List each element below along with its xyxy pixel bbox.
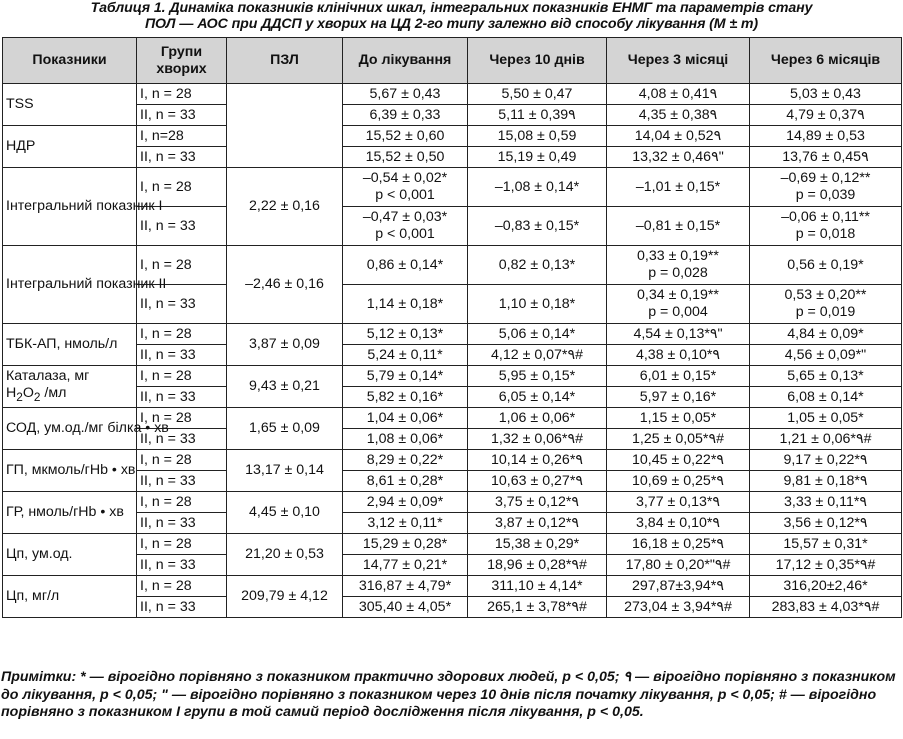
value-cell: 14,77 ± 0,21*	[343, 555, 468, 576]
value-cell: 15,19 ± 0,49	[468, 147, 607, 168]
value-cell	[750, 168, 902, 207]
notes-label: Примітки:	[1, 669, 77, 685]
value-cell: 3,87 ± 0,12*٩	[468, 513, 607, 534]
value-cell: 10,63 ± 0,27*٩	[468, 471, 607, 492]
group-cell: II, n = 33	[137, 513, 227, 534]
indicator-text: Каталаза, мг	[6, 367, 90, 384]
value-cell: 3,56 ± 0,12*٩	[750, 513, 902, 534]
group-cell: I, n = 28	[137, 450, 227, 471]
formula-unit: /мл	[40, 384, 67, 401]
group-cell: II, n = 33	[137, 471, 227, 492]
value-cell: 305,40 ± 4,05*	[343, 597, 468, 618]
value-cell: 15,52 ± 0,60	[343, 126, 468, 147]
value-cell: 311,10 ± 4,14*	[468, 576, 607, 597]
table-row	[3, 126, 902, 147]
group-cell: I, n = 28	[137, 84, 227, 105]
pzl-cell: 21,20 ± 0,53	[227, 534, 343, 576]
value-cell: 8,29 ± 0,22*	[343, 450, 468, 471]
table-notes	[1, 669, 901, 722]
pzl-cell: 1,65 ± 0,09	[227, 408, 343, 450]
value-cell: 5,50 ± 0,47	[468, 84, 607, 105]
value-cell: 1,10 ± 0,18*	[468, 285, 607, 324]
value-cell: 5,97 ± 0,16*	[607, 387, 750, 408]
value-cell: 4,79 ± 0,37٩	[750, 105, 902, 126]
p-value-text: p = 0,004	[648, 304, 708, 320]
value-cell: 1,06 ± 0,06*	[468, 408, 607, 429]
value-cell: 6,05 ± 0,14*	[468, 387, 607, 408]
value-cell: 316,20±2,46*	[750, 576, 902, 597]
value-cell: –0,81 ± 0,15*	[607, 207, 750, 246]
formula-sub-1: 2	[16, 389, 23, 404]
value-cell: 8,61 ± 0,28*	[343, 471, 468, 492]
value-cell: 13,76 ± 0,45٩	[750, 147, 902, 168]
value-cell: 3,12 ± 0,11*	[343, 513, 468, 534]
table-row	[3, 345, 902, 366]
group-cell: I, n = 28	[137, 366, 227, 387]
header-indicator: Показники	[3, 38, 137, 84]
group-cell: II, n = 33	[137, 597, 227, 618]
value-cell	[343, 207, 468, 246]
value-cell	[343, 168, 468, 207]
table-row	[3, 492, 902, 513]
indicator-cell: Інтегральний показник I	[3, 168, 137, 246]
pzl-cell: 3,87 ± 0,09	[227, 324, 343, 366]
table-row	[3, 366, 902, 387]
p-value-text: p = 0,028	[648, 265, 708, 281]
value-cell: 15,38 ± 0,29*	[468, 534, 607, 555]
value-cell: 15,08 ± 0,59	[468, 126, 607, 147]
value-cell	[607, 246, 750, 285]
group-cell: I, n = 28	[137, 576, 227, 597]
pzl-cell: 2,22 ± 0,16	[227, 168, 343, 246]
value-cell: 3,33 ± 0,11*٩	[750, 492, 902, 513]
group-cell: II, n = 33	[137, 387, 227, 408]
formula-o: O	[22, 384, 34, 401]
group-cell: I, n = 28	[137, 324, 227, 345]
value-cell: 0,82 ± 0,13*	[468, 246, 607, 285]
group-cell: II, n = 33	[137, 207, 227, 246]
value-cell: 2,94 ± 0,09*	[343, 492, 468, 513]
value-cell: 10,45 ± 0,22*٩	[607, 450, 750, 471]
indicator-cell: TSS	[3, 84, 137, 126]
value-text: 0,33 ± 0,19**	[637, 248, 719, 264]
table-row	[3, 105, 902, 126]
group-cell: I, n = 28	[137, 246, 227, 285]
value-text: –0,06 ± 0,11**	[781, 209, 870, 225]
value-cell: 1,21 ± 0,06*٩#	[750, 429, 902, 450]
header-10-days: Через 10 днів	[468, 38, 607, 84]
group-cell: I, n = 28	[137, 534, 227, 555]
caption-line-2: ПОЛ — АОС при ДДСП у хворих на ЦД 2-го типу залежно від способу лікування (M ± m)	[144, 16, 759, 32]
p-value-text: p = 0,018	[795, 226, 856, 242]
value-cell: 18,96 ± 0,28*٩#	[468, 555, 607, 576]
value-cell	[607, 285, 750, 324]
group-cell: II, n = 33	[137, 105, 227, 126]
value-cell: 3,75 ± 0,12*٩	[468, 492, 607, 513]
group-cell: I, n=28	[137, 126, 227, 147]
value-cell	[750, 207, 902, 246]
indicator-formula	[6, 384, 67, 404]
value-cell: 5,06 ± 0,14*	[468, 324, 607, 345]
value-cell: 5,12 ± 0,13*	[343, 324, 468, 345]
table-row	[3, 597, 902, 618]
table-header-row	[3, 38, 902, 84]
value-cell: 6,08 ± 0,14*	[750, 387, 902, 408]
value-cell: 17,80 ± 0,20*"٩#	[607, 555, 750, 576]
p-value-text: p = 0,019	[795, 304, 856, 320]
header-before: До лікування	[343, 38, 468, 84]
table-row	[3, 534, 902, 555]
value-cell: 5,67 ± 0,43	[343, 84, 468, 105]
formula-sub-2: 2	[33, 389, 41, 404]
pzl-cell-empty	[227, 84, 343, 168]
value-cell: 3,84 ± 0,10*٩	[607, 513, 750, 534]
value-cell	[750, 285, 902, 324]
group-cell: II, n = 33	[137, 429, 227, 450]
header-3-months: Через 3 місяці	[607, 38, 750, 84]
group-cell: II, n = 33	[137, 555, 227, 576]
value-cell: 4,12 ± 0,07*٩#	[468, 345, 607, 366]
value-text: –0,69 ± 0,12**	[780, 170, 871, 186]
indicator-cell: Цп, ум.од.	[3, 534, 137, 576]
value-cell: 283,83 ± 4,03*٩#	[750, 597, 902, 618]
value-cell: 5,95 ± 0,15*	[468, 366, 607, 387]
table-row	[3, 513, 902, 534]
value-cell: 297,87±3,94*٩	[607, 576, 750, 597]
group-cell: I, n = 28	[137, 408, 227, 429]
header-pzl: ПЗЛ	[227, 38, 343, 84]
value-cell: 4,38 ± 0,10*٩	[607, 345, 750, 366]
value-cell: 5,11 ± 0,39٩	[468, 105, 607, 126]
value-cell: 4,56 ± 0,09*"	[750, 345, 902, 366]
value-text: –0,47 ± 0,03*	[362, 209, 448, 225]
value-cell: 273,04 ± 3,94*٩#	[607, 597, 750, 618]
table-row	[3, 408, 902, 429]
value-cell: 5,24 ± 0,11*	[343, 345, 468, 366]
pzl-cell: 4,45 ± 0,10	[227, 492, 343, 534]
indicator-cell: Цп, мг/л	[3, 576, 137, 618]
pzl-cell: 209,79 ± 4,12	[227, 576, 343, 618]
p-value-text: p < 0,001	[375, 187, 435, 203]
value-cell: –1,08 ± 0,14*	[468, 168, 607, 207]
table-row	[3, 324, 902, 345]
value-text: 0,53 ± 0,20**	[784, 287, 867, 303]
indicator-cell: СОД, ум.од./мг білка • хв	[3, 408, 137, 450]
value-cell: 13,32 ± 0,46٩"	[607, 147, 750, 168]
pzl-cell: –2,46 ± 0,16	[227, 246, 343, 324]
notes-text: * — вірогідно порівняно з показником практично здорових людей, p < 0,05; ٩ — вірогідно порівняно з показником до лікування, p < 0,05; " — вірогідно порівняно з показником через 10 днів після початку лікування, p < 0,05; # — вірогідно порівняно з показником I групи в той самий період дослідження після лікування, p < 0,05.	[1, 669, 896, 720]
header-6-months: Через 6 місяців	[750, 38, 902, 84]
indicator-cell: ТБК-АП, нмоль/л	[3, 324, 137, 366]
table-row	[3, 555, 902, 576]
group-cell: II, n = 33	[137, 147, 227, 168]
value-cell: 1,25 ± 0,05*٩#	[607, 429, 750, 450]
value-cell: 5,65 ± 0,13*	[750, 366, 902, 387]
value-cell: 265,1 ± 3,78*٩#	[468, 597, 607, 618]
value-cell: 5,82 ± 0,16*	[343, 387, 468, 408]
value-cell: 6,01 ± 0,15*	[607, 366, 750, 387]
value-cell: 1,05 ± 0,05*	[750, 408, 902, 429]
value-cell: 4,54 ± 0,13*٩"	[607, 324, 750, 345]
table-row	[3, 168, 902, 207]
table-row	[3, 450, 902, 471]
value-cell: 9,81 ± 0,18*٩	[750, 471, 902, 492]
value-cell: 1,04 ± 0,06*	[343, 408, 468, 429]
data-table	[2, 37, 902, 618]
value-cell: 10,69 ± 0,25*٩	[607, 471, 750, 492]
indicator-cell: ГР, нмоль/гHb • хв	[3, 492, 137, 534]
table-row	[3, 84, 902, 105]
group-cell: II, n = 33	[137, 285, 227, 324]
p-value-text: p = 0,039	[795, 187, 856, 203]
pzl-cell: 9,43 ± 0,21	[227, 366, 343, 408]
value-cell: 3,77 ± 0,13*٩	[607, 492, 750, 513]
value-cell: 14,89 ± 0,53	[750, 126, 902, 147]
table-row	[3, 246, 902, 285]
table-row	[3, 387, 902, 408]
indicator-cell	[3, 366, 137, 408]
value-cell: –0,83 ± 0,15*	[468, 207, 607, 246]
value-cell: 1,14 ± 0,18*	[343, 285, 468, 324]
group-cell: I, n = 28	[137, 492, 227, 513]
indicator-cell: НДР	[3, 126, 137, 168]
value-cell: 6,39 ± 0,33	[343, 105, 468, 126]
caption-line-1: Таблиця 1. Динаміка показників клінічних шкал, інтегральних показників ЕНМГ та параметрів стану	[90, 0, 813, 16]
formula-h: H	[6, 384, 17, 401]
table-row	[3, 147, 902, 168]
value-cell: 5,79 ± 0,14*	[343, 366, 468, 387]
header-group: Групи хворих	[137, 38, 227, 84]
value-cell: 10,14 ± 0,26*٩	[468, 450, 607, 471]
value-cell: 17,12 ± 0,35*٩#	[750, 555, 902, 576]
value-cell: 4,08 ± 0,41٩	[607, 84, 750, 105]
p-value-text: p < 0,001	[375, 226, 435, 242]
value-cell: 15,52 ± 0,50	[343, 147, 468, 168]
value-cell: 0,56 ± 0,19*	[750, 246, 902, 285]
table-caption	[0, 0, 903, 32]
value-cell: 1,32 ± 0,06*٩#	[468, 429, 607, 450]
indicator-cell: ГП, мкмоль/гHb • хв	[3, 450, 137, 492]
value-cell: 1,08 ± 0,06*	[343, 429, 468, 450]
value-cell: 4,35 ± 0,38٩	[607, 105, 750, 126]
pzl-cell: 13,17 ± 0,14	[227, 450, 343, 492]
value-cell: 9,17 ± 0,22*٩	[750, 450, 902, 471]
indicator-cell: Інтегральний показник II	[3, 246, 137, 324]
group-cell: II, n = 33	[137, 345, 227, 366]
value-text: 0,34 ± 0,19**	[637, 287, 719, 303]
value-cell: 4,84 ± 0,09*	[750, 324, 902, 345]
value-cell: 5,03 ± 0,43	[750, 84, 902, 105]
table-row	[3, 576, 902, 597]
value-cell: 16,18 ± 0,25*٩	[607, 534, 750, 555]
table-row	[3, 471, 902, 492]
group-cell: I, n = 28	[137, 168, 227, 207]
value-cell: 15,57 ± 0,31*	[750, 534, 902, 555]
value-text: –0,54 ± 0,02*	[362, 170, 448, 186]
value-cell: 316,87 ± 4,79*	[343, 576, 468, 597]
value-cell: –1,01 ± 0,15*	[607, 168, 750, 207]
value-cell: 0,86 ± 0,14*	[343, 246, 468, 285]
value-cell: 14,04 ± 0,52٩	[607, 126, 750, 147]
value-cell: 15,29 ± 0,28*	[343, 534, 468, 555]
value-cell: 1,15 ± 0,05*	[607, 408, 750, 429]
